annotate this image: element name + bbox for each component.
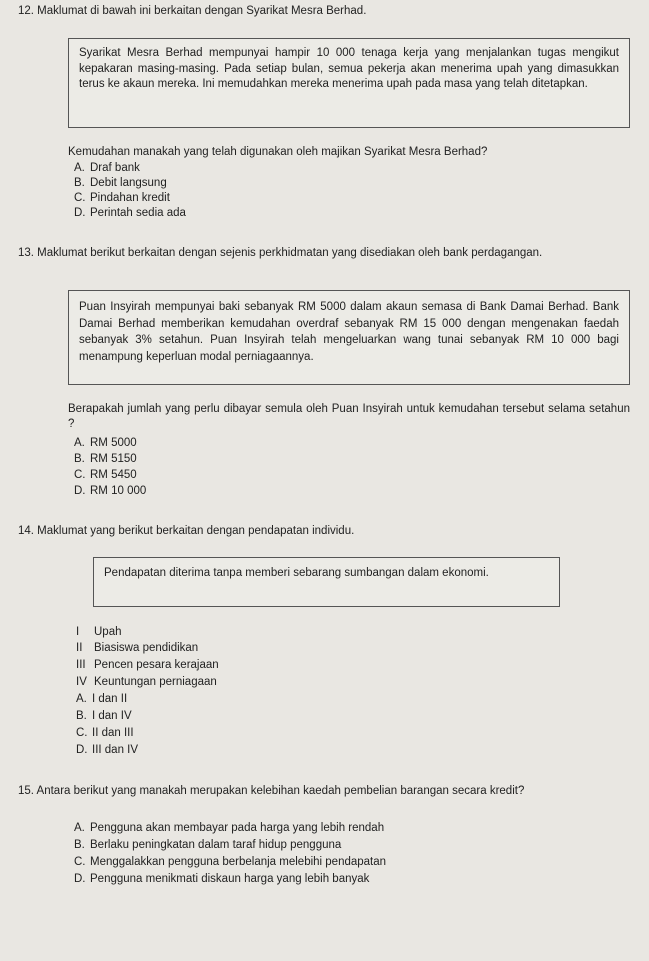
q14-item-2: II Biasiswa pendidikan (76, 642, 199, 654)
q15-option-b[interactable]: B. Berlaku peningkatan dalam taraf hidup pengguna (74, 839, 342, 851)
q15-option-c[interactable]: C. Menggalakkan pengguna berbelanja melebihi pendapatan (74, 856, 387, 868)
q14-item-3: III Pencen pesara kerajaan (76, 659, 219, 671)
q12-info-box (68, 38, 630, 128)
q15-option-a[interactable]: A. Pengguna akan membayar pada harga yang lebih rendah (74, 822, 385, 834)
q13-option-a[interactable]: A. RM 5000 (74, 437, 137, 449)
q13-question: Berapakah jumlah yang perlu dibayar semula oleh Puan Insyirah untuk kemudahan tersebut selama setahun ? (68, 403, 630, 430)
q13-info-box (68, 290, 630, 385)
q12-option-c[interactable]: C. Pindahan kredit (74, 192, 170, 204)
q14-option-d[interactable]: D. III dan IV (76, 744, 139, 756)
q13-option-d[interactable]: D. RM 10 000 (74, 485, 147, 497)
q13-box-text: Puan Insyirah mempunyai baki sebanyak RM 5000 dalam akaun semasa di Bank Damai Berhad. Bank Damai Berhad memberikan kemudahan overdraf sebanyak RM 15 000 dengan mengenakan faedah sebanyak 3% setahun. Puan Insyirah telah mengeluarkan wang tunai sebanyak RM 10 000 bagi menampung keperluan modal perniagaannya. (79, 301, 619, 363)
q15-stem: 15. Antara berikut yang manakah merupakan kelebihan kaedah pembelian barangan secara kredit? (18, 785, 525, 797)
q14-item-1: I Upah (76, 626, 122, 638)
q14-item-4: IV Keuntungan perniagaan (76, 676, 217, 688)
q12-option-d[interactable]: D. Perintah sedia ada (74, 207, 186, 219)
q13-option-c[interactable]: C. RM 5450 (74, 469, 137, 481)
q14-box-text: Pendapatan diterima tanpa memberi sebarang sumbangan dalam ekonomi. (104, 567, 489, 579)
q12-option-a[interactable]: A. Draf bank (74, 162, 140, 174)
q12-option-b[interactable]: B. Debit langsung (74, 177, 167, 189)
q14-option-b[interactable]: B. I dan IV (76, 710, 132, 722)
q14-info-box (93, 557, 560, 607)
q14-stem: 14. Maklumat yang berikut berkaitan dengan pendapatan individu. (18, 525, 355, 537)
q15-option-d[interactable]: D. Pengguna menikmati diskaun harga yang lebih banyak (74, 873, 370, 885)
q14-option-a[interactable]: A. I dan II (76, 693, 128, 705)
q12-box-text: Syarikat Mesra Berhad mempunyai hampir 10 000 tenaga kerja yang menjalankan tugas mengikut kepakaran masing-masing. Pada setiap bulan, semua pekerja akan menerima upah yang dimasukkan terus ke akaun mereka. Ini memudahkan mereka menerima upah pada masa yang telah ditetapkan. (79, 47, 619, 90)
q13-stem: 13. Maklumat berikut berkaitan dengan sejenis perkhidmatan yang disediakan oleh bank perdagangan. (18, 247, 543, 259)
q13-option-b[interactable]: B. RM 5150 (74, 453, 137, 465)
q12-question: Kemudahan manakah yang telah digunakan oleh majikan Syarikat Mesra Berhad? (68, 146, 488, 158)
q12-stem: 12. Maklumat di bawah ini berkaitan dengan Syarikat Mesra Berhad. (18, 5, 367, 17)
q14-option-c[interactable]: C. II dan III (76, 727, 134, 739)
